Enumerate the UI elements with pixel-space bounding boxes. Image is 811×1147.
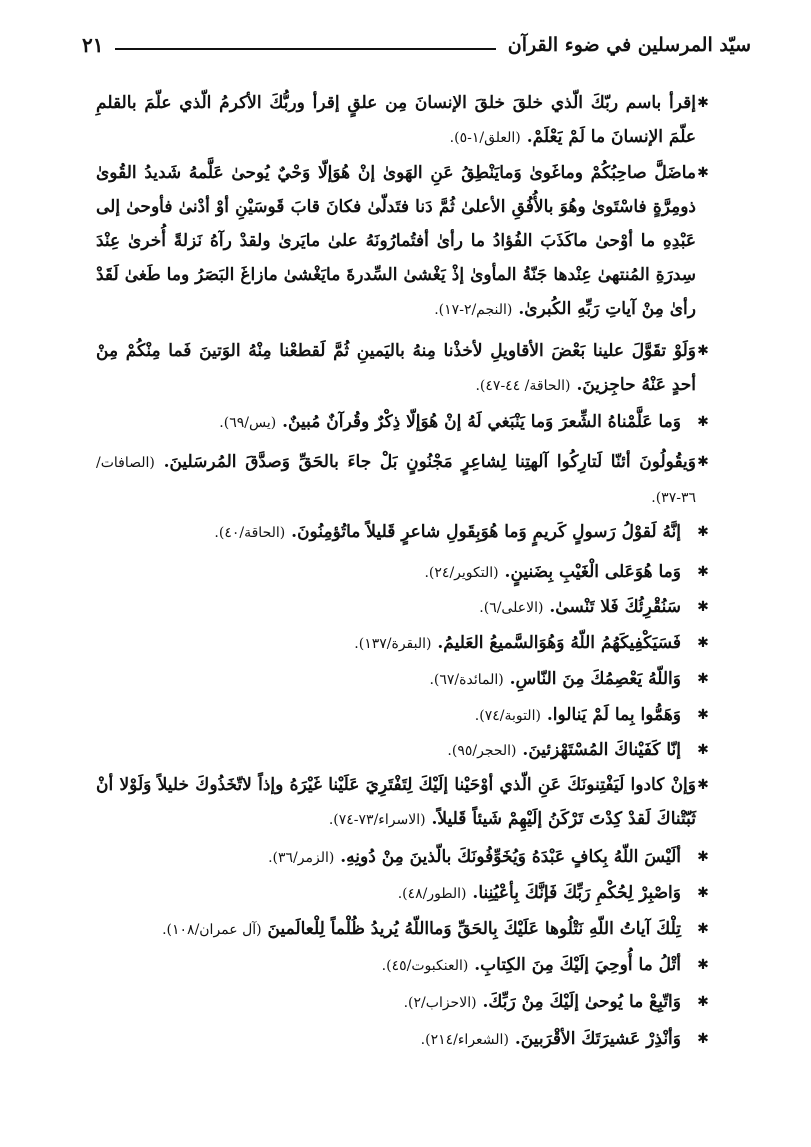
verse-block [96, 86, 696, 155]
asterisk-icon: ✱ [697, 957, 709, 973]
verse-text: تِلْكَ آياتُ اللّهِ نَتْلُوها عَلَيْكَ بِالحَقِّ وَمااللّهُ يُريدُ ظُلْماً لِلْعالَمينَ [267, 919, 681, 939]
asterisk-icon: ✱ [697, 921, 709, 937]
asterisk-icon: ✱ [697, 671, 709, 687]
verse-block [96, 768, 696, 837]
verse-reference: (الاسراء/٧٣-٧٤). [328, 812, 426, 828]
asterisk-icon: ✱ [697, 742, 709, 758]
verse-block [268, 840, 681, 875]
verse-text: إقرأ باسم ربّكَ الّذي خلقَ خلقَ الإنسانَ مِن علقٍ إقرأ وربُّكَ الأكرمُ الّذي علّمَ بالقلمِ علّمَ الإنسانَ ما لَمْ يَعْلَمْ. [96, 93, 696, 147]
verse-reference: (الطور/٤٨). [397, 886, 467, 902]
asterisk-icon: ✱ [697, 524, 709, 540]
running-title: سيّد المرسلين في ضوء القرآن [507, 34, 751, 56]
verse-text: وَاصْبِرْ لِحُكْمِ رَبِّكَ فَإنَّكَ بِأعْيُنِنا. [472, 883, 681, 903]
verse-text: ماضَلَّ صاحِبُكُمْ وماغَوىٰ وَمايَنْطِقُ عَنِ الهَوىٰ إنْ هُوَإلّا وَحْيٌ يُوحىٰ عَلَّمهُ شَديدُ القُوىٰ ذومِرَّةٍ فاسْتَوىٰ وهُوَ بالأُفُقِ الأعلىٰ ثُمَّ دَنا فتَدلّىٰ فكانَ قابَ قَوسَيْنِ أوْ أدْنىٰ فأوحىٰ إلى عَبْدِهِ ما أوْحىٰ ماكَذَبَ الفُؤادُ ما رأىٰ أفتُمارُونَهُ علىٰ مايَرىٰ ولقدْ رآهُ نَزلةً أُخرىٰ عِنْدَ سِدرَةِ المُنتهىٰ عِنْدها جَنّةُ المأوىٰ إذْ يَغْشىٰ السِّدرةَ مايَغْشىٰ مازاغَ البَصَرُ وما طَغىٰ لَقَدْ رأىٰ مِنْ آياتِ رَبِّهِ الكُبرىٰ. [96, 163, 696, 319]
verse-block [447, 733, 681, 768]
verse-reference: (الزمر/٣٦). [268, 850, 335, 866]
verse-text: وَلَوْ تقَوَّلَ علينا بَعْضَ الأقاويلِ لأخذْنا مِنهُ باليَمينِ ثُمَّ لَقطعْنا مِنْهُ الوَتينَ فَما مِنْكُمْ مِنْ أحدٍ عَنْهُ حاجِزينَ. [96, 341, 696, 395]
asterisk-icon: ✱ [697, 849, 709, 865]
verse-text: وَما هُوَعَلى الْغَيْبِ بِضَنينٍ. [504, 562, 681, 582]
verse-block [429, 662, 681, 697]
asterisk-icon: ✱ [697, 165, 709, 181]
verse-text: وَيقُولُونَ أئنّا لَتارِكُوا آلهتِنا لِشاعِرٍ مَجْنُونٍ بَلْ جاءَ بالحَقِّ وَصدَّقَ المُرسَلينَ. [163, 452, 696, 472]
verse-text: وَهَمُّوا بِما لَمْ يَنالوا. [546, 705, 681, 725]
asterisk-icon: ✱ [697, 777, 709, 793]
verse-text: سَنُقْرِئُكَ فَلا تَنْسىٰ. [549, 597, 681, 617]
verse-reference: (الحاقة/ ٤٤-٤٧). [475, 378, 571, 394]
verse-text: وَاللّهُ يَعْصِمُكَ مِنَ النّاسِ. [509, 669, 681, 689]
verse-reference: (النجم/٢-١٧). [434, 302, 513, 318]
verse-reference: (البقرة/١٣٧). [354, 636, 432, 652]
asterisk-icon: ✱ [697, 454, 709, 470]
header-rule [115, 48, 495, 50]
page-number: ٢١ [82, 33, 104, 57]
asterisk-icon: ✱ [697, 599, 709, 615]
verse-reference: (يس/٦٩). [219, 415, 277, 431]
verse-block [162, 912, 681, 947]
verse-text: وَأنْذِرْ عَشيرَتَكَ الأقْرَبينَ. [514, 1029, 681, 1049]
verse-text: إنّا كَفَيْناكَ المُسْتَهْزئينَ. [522, 740, 681, 760]
asterisk-icon: ✱ [697, 564, 709, 580]
verse-block [96, 334, 696, 403]
verse-reference: (العلق/١-٥). [449, 130, 521, 146]
verse-reference: (الحاقة/٤٠). [214, 525, 286, 541]
verse-text: فَسَيَكْفِيكَهُمُ اللّهُ وَهُوَالسَّميعُ العَليمُ. [437, 633, 681, 653]
verse-block [354, 626, 681, 661]
verse-block [96, 445, 696, 515]
verse-block [214, 515, 681, 550]
verse-reference: (المائدة/٦٧). [429, 672, 504, 688]
asterisk-icon: ✱ [697, 1031, 709, 1047]
verse-reference: (العنكبوت/٤٥). [381, 958, 469, 974]
verse-reference: (الاعلى/٦). [479, 600, 544, 616]
verse-block [398, 876, 681, 911]
verse-text: ألَيْسَ اللّهُ بِكافٍ عَبْدَهُ وَيُخَوِّفُونَكَ بالّذينَ مِنْ دُونِهِ. [340, 847, 681, 867]
verse-reference: (آل عمران/١٠٨). [162, 922, 262, 938]
verse-block [475, 698, 681, 733]
asterisk-icon: ✱ [697, 343, 709, 359]
verse-block [382, 948, 681, 983]
verse-reference: (الصافات/٣٦-٣٧). [96, 455, 696, 506]
verse-reference: (التوبة/٧٤). [474, 708, 541, 724]
verse-block [424, 555, 681, 590]
verse-block [96, 156, 696, 327]
asterisk-icon: ✱ [697, 414, 709, 430]
asterisk-icon: ✱ [697, 994, 709, 1010]
verse-block [404, 985, 681, 1020]
verse-text: وَاتّبِعْ ما يُوحىٰ إلَيْكَ مِنْ رَبِّكَ. [482, 992, 681, 1012]
verse-text: أتْلُ ما أُوحِيَ إلَيْكَ مِنَ الكِتابِ. [474, 955, 681, 975]
asterisk-icon: ✱ [697, 635, 709, 651]
asterisk-icon: ✱ [697, 707, 709, 723]
verse-reference: (الاحزاب/٢). [403, 995, 477, 1011]
verse-block [479, 590, 681, 625]
verse-block [219, 405, 681, 440]
asterisk-icon: ✱ [697, 885, 709, 901]
verse-text: إنَّهُ لَقوْلُ رَسولٍ كَريمٍ وَما هُوَبِقَولِ شاعرٍ قَليلاً ماتُؤمِنُونَ. [291, 522, 681, 542]
verse-text: وَإنْ كادوا لَيَفْتِنونَكَ عَنِ الّذي أوْحَيْنا إلَيْكَ لِتَفْتَرِيَ عَلَيْنا غَيْرَهُ وإذاً لاتّخَذُوكَ خليلاً وَلَوْلا أنْ ثَبّتْناكَ لَقدْ كِدْتَ تَرْكَنُ إلَيْهِمْ شَيئاً قَليلاً. [96, 775, 696, 829]
verse-block [421, 1022, 681, 1057]
verse-reference: (الشعراء/٢١٤). [420, 1032, 509, 1048]
verse-reference: (التكوير/٢٤). [424, 565, 499, 581]
verse-text: وَما عَلَّمْناهُ الشِّعرَ وَما يَنْبَغي لَهُ إنْ هُوَإلّا ذِكْرٌ وقُرآنٌ مُبينٌ. [282, 412, 681, 432]
asterisk-icon: ✱ [697, 95, 709, 111]
running-header [82, 28, 751, 62]
verse-reference: (الحجر/٩٥). [447, 743, 517, 759]
